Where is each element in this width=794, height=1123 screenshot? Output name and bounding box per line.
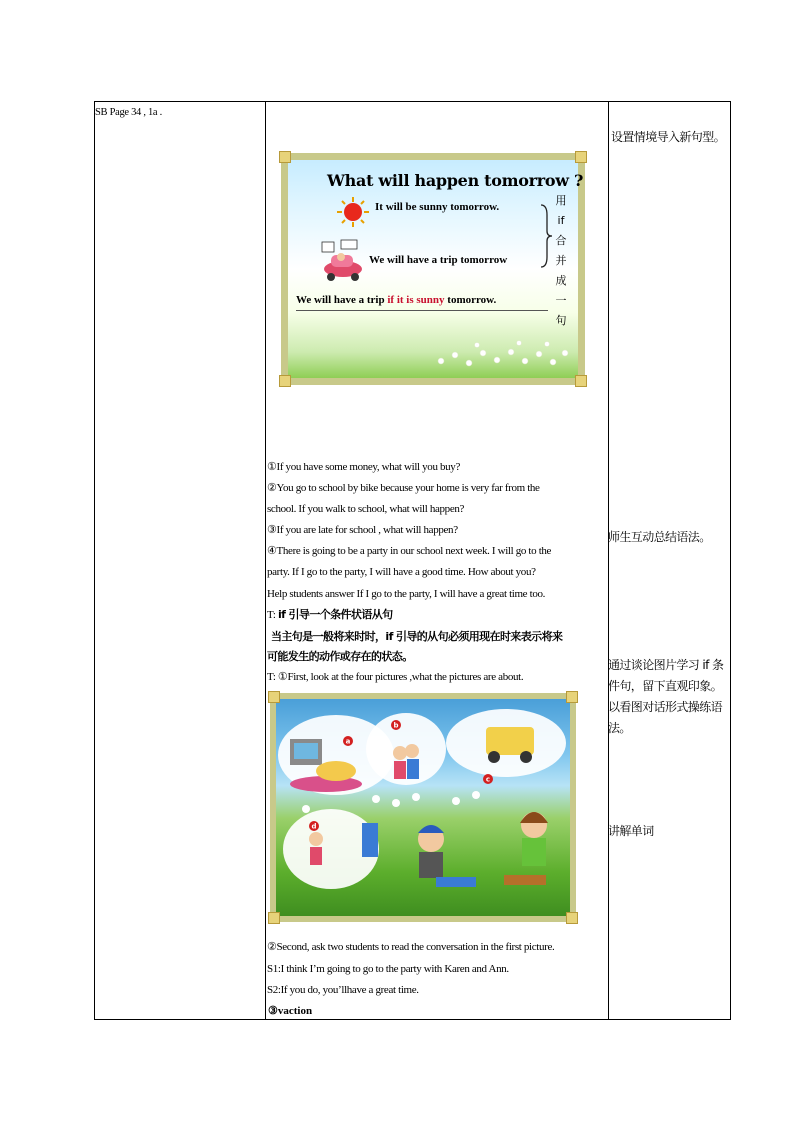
note-pictures [608, 655, 732, 739]
help-answer: Help students answer If I go to the party, I will have a great time too. [267, 588, 546, 600]
vertical-char: 成 [555, 274, 567, 287]
combined-if-clause: if it is sunny [387, 294, 445, 306]
question-2: ②You go to school by bike because your home is very far from the [267, 482, 540, 494]
pic-label-c: c [485, 775, 491, 784]
question-1: ①If you have some money, what will you buy? [267, 461, 460, 473]
slide-four-pictures [270, 693, 576, 922]
question-2-cont: school. If you walk to school, what will happen? [267, 503, 465, 515]
note-line: 法。 [608, 721, 631, 735]
dialog-s1: S1:I think I’m going to go to the party with Karen and Ann. [267, 963, 509, 975]
column1-text: SB Page 34 , 1a . [95, 107, 162, 118]
pic-label-d: d [311, 822, 317, 831]
look-pictures: T: ①First, look at the four pictures ,what the pictures are about. [267, 671, 524, 683]
vertical-char: 句 [555, 314, 567, 327]
underline [296, 310, 548, 311]
dialog-s2: S2:If you do, you’llhave a great time. [267, 984, 419, 996]
second-step: ②Second, ask two students to read the conversation in the first picture. [267, 941, 555, 953]
vertical-char: 一 [555, 294, 567, 307]
vertical-instruction [555, 191, 567, 331]
combined-start: We will have a trip [296, 294, 388, 306]
frame-corner [279, 375, 291, 387]
note-summary: 师生互动总结语法。 [608, 530, 711, 544]
vertical-char: 合 [555, 234, 567, 247]
brace-icon [539, 203, 553, 269]
sentence-sunny: It will be sunny tomorrow. [375, 201, 500, 213]
frame-corner [575, 375, 587, 387]
question-4: ④There is going to be a party in our school next week. I will go to the [267, 545, 552, 557]
note-line: 通过谈论图片学习 if 条 [608, 658, 724, 672]
frame-corner [575, 151, 587, 163]
pic-label-b: b [393, 721, 399, 730]
column-divider-1 [265, 102, 266, 1019]
vertical-char: 用 [555, 194, 567, 207]
question-3: ③If you are late for school , what will happen? [267, 524, 458, 536]
question-4-cont: party. If I go to the party, I will have a good time. How about you? [267, 566, 536, 578]
teacher-rule-title [267, 604, 609, 626]
rule-heading: if 引导一个条件状语从句 [277, 608, 393, 621]
cartoon-scene [276, 699, 570, 916]
slide-what-will-happen [281, 153, 585, 385]
t-prefix: T: [267, 609, 278, 621]
rule-line-1: 当主句是一般将来时时，if 引导的从句必须用现在时来表示将来 [271, 630, 563, 643]
frame-corner [279, 151, 291, 163]
vocab-item: ③vaction [268, 1005, 313, 1017]
note-line: 以看图对话形式操练语 [608, 700, 723, 714]
vertical-char: 并 [555, 254, 567, 267]
pic-label-a: a [345, 737, 351, 746]
flowers-decoration [431, 333, 577, 373]
car-trip-icon [319, 239, 367, 283]
rule-line-2: 可能发生的动作或存在的状态。 [267, 650, 413, 663]
note-line: 件句，留下直观印象。 [608, 679, 723, 693]
note-vocab: 讲解单词 [608, 824, 654, 838]
combined-sentence [296, 294, 496, 306]
vertical-char: if [557, 214, 565, 227]
note-intro: 设置情境导入新句型。 [611, 130, 726, 144]
combined-end: tomorrow. [444, 294, 497, 306]
sentence-trip: We will have a trip tomorrow [369, 254, 508, 266]
slide-title: What will happen tomorrow ? [327, 171, 584, 190]
sun-icon [335, 195, 371, 229]
